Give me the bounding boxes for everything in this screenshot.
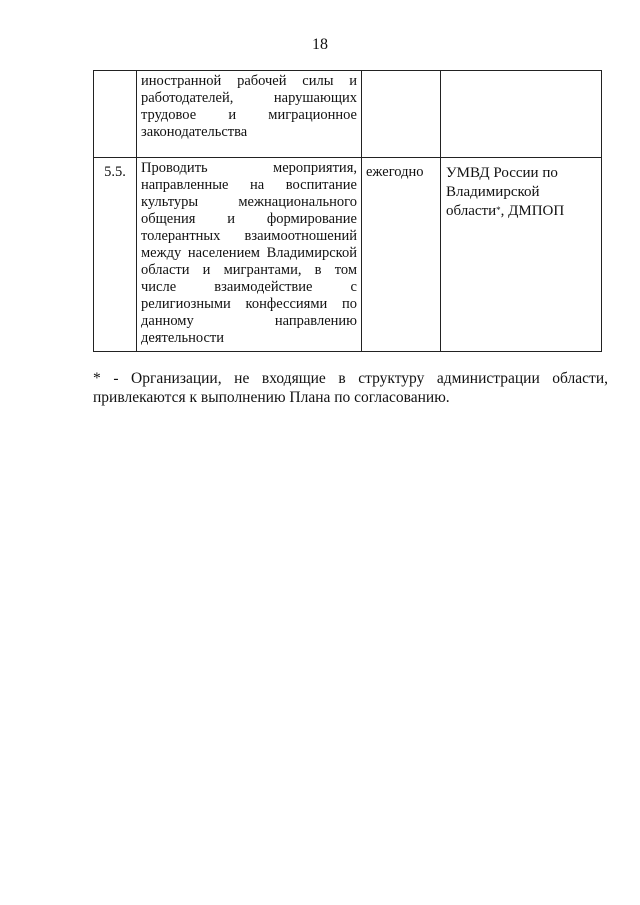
action-line: законодательства bbox=[141, 124, 248, 140]
action-line: числе взаимодействие с bbox=[141, 279, 357, 295]
table-row bbox=[94, 71, 602, 158]
plan-table bbox=[93, 70, 602, 352]
action-line: области и мигрантами, в том bbox=[141, 262, 357, 278]
row-number-cell bbox=[94, 71, 137, 158]
action-line: между населением Владимирской bbox=[141, 245, 357, 261]
term-cell: ежегодно bbox=[362, 158, 441, 352]
responsible-text: УМВД России по Владимирской области bbox=[446, 165, 558, 219]
footnote-mark: * bbox=[496, 205, 501, 215]
action-line: толерантных взаимоотношений bbox=[141, 228, 357, 244]
action-line: работодателей, нарушающих bbox=[141, 90, 357, 106]
action-cell bbox=[137, 158, 362, 352]
term-cell bbox=[362, 71, 441, 158]
row-number-cell: 5.5. bbox=[94, 158, 137, 352]
page-number: 18 bbox=[312, 36, 328, 53]
action-cell bbox=[137, 71, 362, 158]
responsible-text: , ДМПОП bbox=[500, 203, 565, 219]
action-line: религиозными конфессиями по bbox=[141, 296, 357, 312]
responsible-cell bbox=[441, 71, 602, 158]
action-line: иностранной рабочей силы и bbox=[141, 73, 357, 89]
footnote: * - Организации, не входящие в структуру администрации области, привлекаются к выполнению Плана по согласованию. bbox=[93, 370, 608, 406]
action-line: деятельности bbox=[141, 330, 225, 346]
action-line: трудовое и миграционное bbox=[141, 107, 357, 123]
responsible-cell bbox=[441, 158, 602, 352]
action-line: данному направлению bbox=[141, 313, 357, 329]
action-line: Проводить мероприятия, bbox=[141, 160, 357, 176]
action-line: общения и формирование bbox=[141, 211, 357, 227]
table-row bbox=[94, 158, 602, 352]
action-line: культуры межнационального bbox=[141, 194, 357, 210]
action-line: направленные на воспитание bbox=[141, 177, 357, 193]
